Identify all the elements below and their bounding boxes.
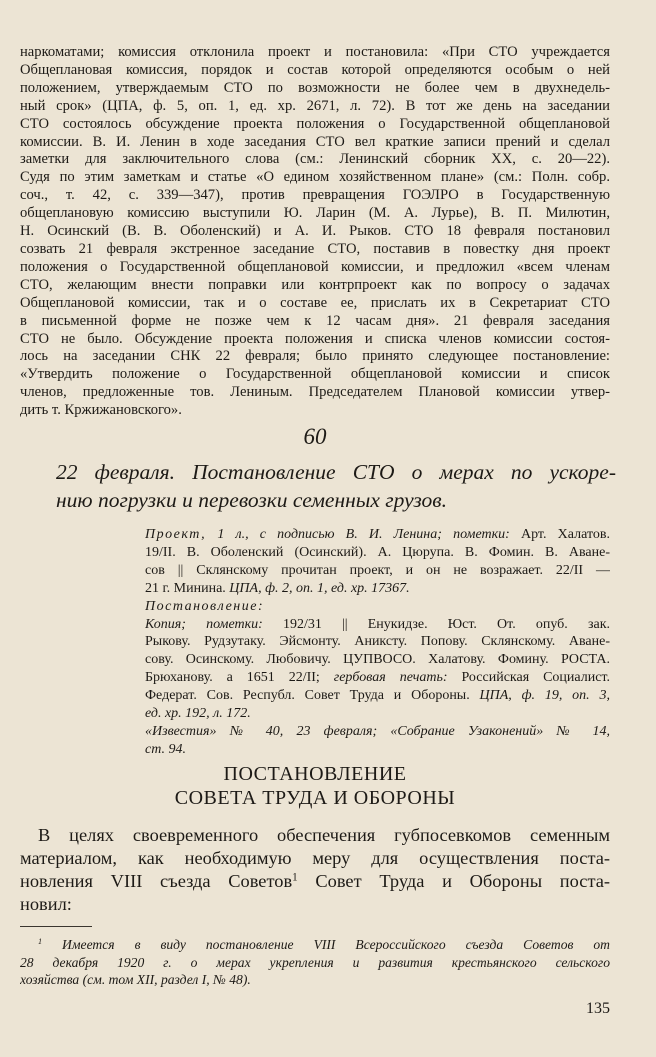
meta-line bbox=[145, 526, 610, 544]
meta-text: Брюханову. а 1651 22/II; bbox=[145, 670, 334, 686]
text-line: членов, предложенные тов. Лениным. Председателем Плановой комиссии утвер- bbox=[20, 384, 610, 401]
text-line: «Утвердить положение о Государственной общеплановой комиссии и список bbox=[20, 366, 610, 383]
meta-text: 21 г. Минина. bbox=[145, 580, 230, 596]
text-line: СТО, желающим внести поправки или контрпроект как по вопросу о задачах bbox=[20, 276, 610, 293]
title-line: нию погрузки и перевозки семенных грузов. bbox=[56, 488, 447, 512]
text-line: общеплановую комиссию выступили Ю. Ларин (М. А. Лурье), В. П. Милютин, bbox=[20, 205, 610, 222]
text-line: соч., т. 42, с. 339—347), против превращения ГОЭЛРО в Государственную bbox=[20, 187, 610, 204]
text-line: новил: bbox=[20, 894, 72, 914]
text-line: Общеплановой комиссии, так и о составе ее, прислать их в Секретариат СТО bbox=[20, 294, 610, 311]
meta-italic: гербовая печать: bbox=[333, 670, 448, 686]
footnote-line: хозяйства (см. том XII, раздел I, № 48). bbox=[20, 972, 251, 988]
text-line: заметки для заключительного слова (см.: Ленинский сборник XX, с. 20—22). bbox=[20, 151, 610, 168]
section-heading-line2: СОВЕТА ТРУДА И ОБОРОНЫ bbox=[174, 787, 456, 809]
text-line: ный срок» (ЦПА, ф. 5, оп. 1, ед. хр. 2671, л. 72). В тот же день на заседании bbox=[20, 97, 610, 114]
meta-line: 19/II. В. Оболенский (Осинский). А. Цюрупа. В. Фомин. В. Аване- bbox=[145, 544, 610, 560]
text-line: СТО не было. Обсуждение проекта положения и списка членов комиссии состоя- bbox=[20, 330, 610, 347]
document-title bbox=[56, 458, 616, 514]
meta-text: 192/31 || Енукидзе. Юст. От. опуб. зак. bbox=[262, 616, 610, 632]
text-line: положением, утверждаемым СТО по возможности не более чем в двухнедель- bbox=[20, 79, 610, 96]
footnote-reference: 1 bbox=[292, 871, 298, 884]
meta-text: Федерат. Сов. Республ. Совет Труда и Обороны. bbox=[145, 688, 480, 704]
meta-line bbox=[145, 687, 610, 705]
meta-text: Российская Социалист. bbox=[447, 670, 610, 686]
footnote bbox=[20, 936, 610, 989]
meta-italic: Копия; пометки: bbox=[145, 616, 263, 632]
meta-line: Рыкову. Рудзутаку. Эйсмонту. Аниксту. Попову. Склянскому. Аване- bbox=[145, 634, 610, 650]
text-line: В целях своевременного обеспечения губпосевкомов семенным bbox=[38, 825, 610, 845]
footnote-mark: 1 bbox=[38, 937, 43, 947]
text-line: Судя по этим заметкам и статье «О едином хозяйственном плане» (см.: Полн. собр. bbox=[20, 169, 610, 186]
meta-italic: ЦПА, ф. 2, оп. 1, ед. хр. 17367. bbox=[229, 580, 410, 596]
footnote-line bbox=[20, 936, 610, 954]
text-line: в письменной форме не позже чем к 12 часам дня». 21 февраля заседания bbox=[20, 312, 610, 329]
page-number: 135 bbox=[586, 1000, 610, 1017]
meta-line bbox=[145, 598, 610, 616]
commentary-paragraph bbox=[20, 44, 610, 420]
meta-line bbox=[145, 705, 610, 723]
meta-line bbox=[145, 741, 610, 759]
footnote-divider bbox=[20, 926, 92, 927]
meta-text: Арт. Халатов. bbox=[509, 527, 610, 542]
meta-italic: ЦПА, ф. 19, оп. 3, bbox=[479, 688, 610, 704]
meta-line bbox=[145, 723, 610, 741]
meta-line bbox=[145, 669, 610, 687]
meta-line: сов || Склянскому прочитан проект, и он не возражает. 22/II — bbox=[145, 562, 610, 578]
meta-line: сову. Осинскому. Любовичу. ЦУПВОСО. Халатову. Фомину. РОСТА. bbox=[145, 652, 610, 668]
text-line bbox=[20, 870, 610, 893]
archival-metadata bbox=[145, 526, 610, 759]
text-line: положения о Государственной общеплановой комиссии, и предложил «всем членам bbox=[20, 258, 610, 275]
meta-italic: ед. хр. 192, л. 172. bbox=[145, 706, 251, 722]
meta-line bbox=[145, 616, 610, 634]
title-line: 22 февраля. Постановление СТО о мерах по ускоре- bbox=[56, 460, 616, 484]
text-line: созвать 21 февраля экстренное заседание СТО, поставив в повестку дня проект bbox=[20, 240, 610, 257]
text-line: дить т. Кржижановского». bbox=[20, 402, 182, 419]
text-segment: новления VIII съезда Советов bbox=[20, 871, 293, 891]
meta-italic: «Известия» № 40, 23 февраля; «Собрание Узаконений» № 14, bbox=[145, 723, 610, 739]
text-line: наркоматами; комиссия отклонила проект и постановила: «При СТО учреждается bbox=[20, 44, 610, 60]
text-line: Общеплановая комиссия, порядок и состав которой определяются особым о ней bbox=[20, 61, 610, 78]
text-line: Н. Осинский (В. В. Оболенский) и А. И. Рыков. СТО 18 февраля постановил bbox=[20, 223, 610, 240]
footnote-text: Имеется в виду постановление VIII Всероссийского съезда Советов от bbox=[42, 937, 610, 952]
text-segment: Совет Труда и Обороны поста- bbox=[297, 871, 610, 891]
text-line: лось на заседании СНК 22 февраля; было принято следующее постановление: bbox=[20, 348, 610, 365]
meta-label: Проект, bbox=[145, 527, 207, 542]
text-line: комиссии. В. И. Ленин в ходе заседания СТО вел краткие записи прений и сделал bbox=[20, 133, 610, 150]
meta-label: Постановление: bbox=[145, 598, 265, 614]
section-heading-line1: ПОСТАНОВЛЕНИЕ bbox=[223, 763, 407, 785]
meta-italic: ст. 94. bbox=[145, 741, 186, 757]
footnote-line: 28 декабря 1920 г. о мерах укрепления и развития крестьянского сельского bbox=[20, 954, 610, 970]
document-number: 60 bbox=[303, 424, 327, 449]
text-line: материалом, как необходимую меру для осуществления поста- bbox=[20, 848, 610, 868]
text-line: СТО состоялось обсуждение проекта положения о Государственной общеплановой bbox=[20, 115, 610, 132]
meta-line bbox=[145, 580, 610, 598]
meta-italic: 1 л., с подписью В. И. Ленина; пометки: bbox=[217, 527, 510, 542]
decree-paragraph bbox=[20, 824, 610, 916]
